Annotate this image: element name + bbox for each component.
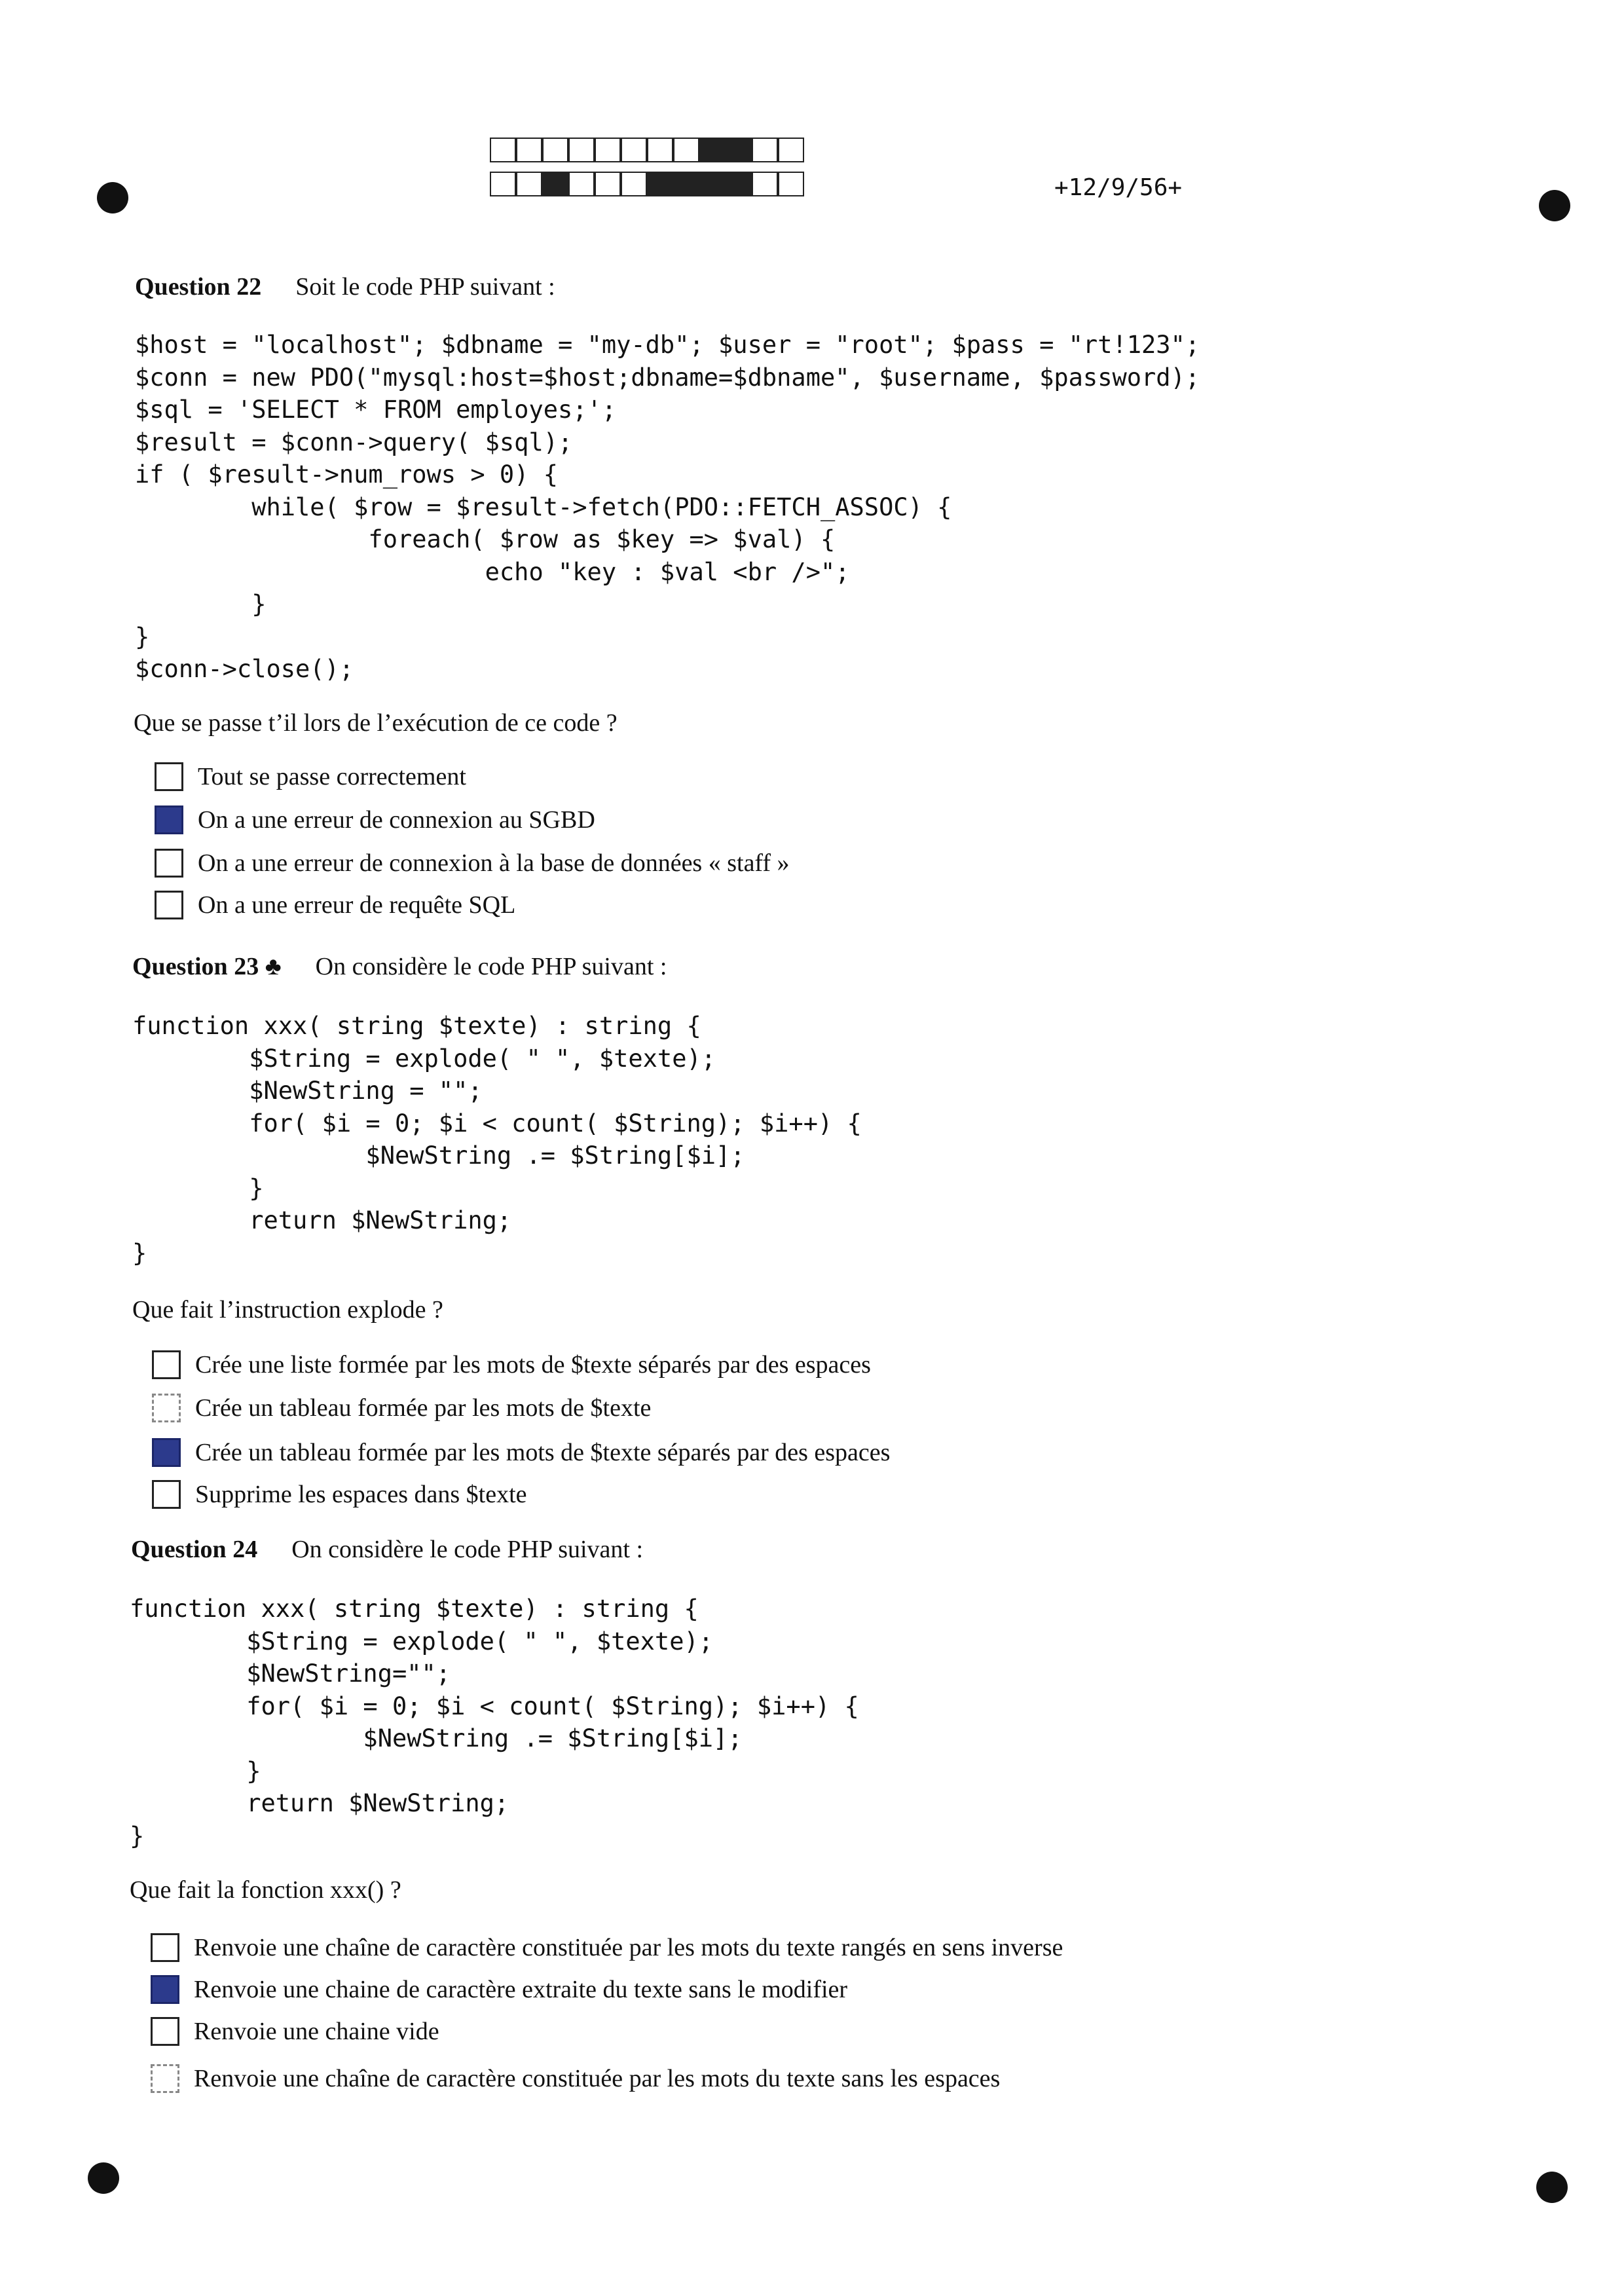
id-code-cell: [778, 172, 804, 196]
id-code-cell: [647, 138, 673, 162]
q22-option-2[interactable]: [155, 800, 595, 840]
checkbox[interactable]: [155, 805, 183, 834]
question-22-header: [135, 272, 555, 301]
question-number: Question 22: [135, 273, 262, 301]
id-code-cell: [542, 172, 568, 196]
id-code-cell: [673, 172, 699, 196]
id-code-cell: [621, 172, 647, 196]
corner-mark-top-right: [1539, 190, 1570, 221]
question-intro: On considère le code PHP suivant :: [315, 953, 667, 980]
question-number: Question 23 ♣: [132, 953, 282, 980]
corner-mark-top-left: [97, 182, 128, 213]
id-code-cell: [699, 172, 726, 196]
question-intro: Soit le code PHP suivant :: [295, 273, 555, 301]
q23-option-2[interactable]: [152, 1388, 651, 1428]
question-24-code: function xxx( string $texte) : string { $String = explode( " ", $texte); $NewString=""; for( $i = 0; $i < count( $String); $i++) { $NewString .= $String[$i]; } return $NewString; }: [130, 1595, 859, 1850]
option-label: Renvoie une chaîne de caractère constituée par les mots du texte sans les espaces: [194, 2065, 1001, 2092]
id-code-cell: [778, 138, 804, 162]
id-code-row-2: [490, 172, 804, 196]
q22-option-1[interactable]: [155, 757, 466, 796]
id-code-cell: [595, 138, 621, 162]
question-number: Question 24: [131, 1536, 258, 1563]
checkbox[interactable]: [155, 762, 183, 791]
option-label: Tout se passe correctement: [198, 763, 466, 790]
id-code-cell: [752, 138, 778, 162]
option-label: Renvoie une chaine de caractère extraite du texte sans le modifier: [194, 1976, 848, 2003]
id-code-row-1: [490, 138, 804, 162]
checkbox[interactable]: [151, 2064, 179, 2093]
option-label: On a une erreur de connexion au SGBD: [198, 806, 595, 834]
option-label: Supprime les espaces dans $texte: [195, 1481, 527, 1508]
id-code-cell: [595, 172, 621, 196]
option-label: On a une erreur de requête SQL: [198, 891, 516, 919]
q23-option-1[interactable]: [152, 1345, 871, 1384]
q22-option-3[interactable]: [155, 843, 790, 883]
corner-mark-bottom-left: [88, 2162, 119, 2194]
id-code-cell: [621, 138, 647, 162]
q24-option-3[interactable]: [151, 2012, 439, 2051]
id-code-cell: [647, 172, 673, 196]
q23-option-4[interactable]: [152, 1475, 527, 1514]
id-code-cell: [673, 138, 699, 162]
option-label: Crée une liste formée par les mots de $texte séparés par des espaces: [195, 1351, 871, 1379]
q23-option-3[interactable]: [152, 1433, 890, 1472]
option-label: On a une erreur de connexion à la base de données « staff »: [198, 849, 790, 877]
q22-option-4[interactable]: [155, 885, 515, 925]
id-code-cell: [726, 138, 752, 162]
checkbox[interactable]: [155, 891, 183, 919]
id-code-cell: [752, 172, 778, 196]
option-label: Renvoie une chaine vide: [194, 2018, 439, 2045]
option-label: Renvoie une chaîne de caractère constituée par les mots du texte rangés en sens inverse: [194, 1934, 1063, 1961]
id-code-cell: [490, 138, 516, 162]
option-label: Crée un tableau formée par les mots de $texte: [195, 1394, 652, 1422]
question-22-code: $host = "localhost"; $dbname = "my-db"; $user = "root"; $pass = "rt!123"; $conn = new PDO("mysql:host=$host;dbname=$dbname", $username, $password); $sql = 'SELECT * FROM employes;'; $result = $conn->query( $sql); if ( $result->num_rows > 0) { while( $row = $result->fetch(PDO::FETCH_ASSOC) { foreach( $row as $key => $val) { echo "key : $val <br />"; } } $conn->close();: [135, 331, 1200, 683]
checkbox[interactable]: [152, 1350, 181, 1379]
corner-mark-bottom-right: [1536, 2172, 1568, 2203]
question-23-prompt: Que fait l’instruction explode ?: [132, 1296, 443, 1324]
question-24-prompt: Que fait la fonction xxx() ?: [130, 1876, 401, 1904]
id-code-cell: [490, 172, 516, 196]
question-23-code: function xxx( string $texte) : string { $String = explode( " ", $texte); $NewString = ""; for( $i = 0; $i < count( $String); $i++) { $NewString .= $String[$i]; } return $NewString; }: [132, 1012, 862, 1267]
id-code-cell: [568, 172, 595, 196]
question-22-prompt: Que se passe t’il lors de l’exécution de ce code ?: [134, 709, 618, 737]
checkbox[interactable]: [151, 1975, 179, 2004]
q24-option-2[interactable]: [151, 1970, 847, 2009]
question-23-header: [132, 952, 667, 981]
checkbox[interactable]: [152, 1480, 181, 1509]
id-code-cell: [516, 172, 542, 196]
checkbox[interactable]: [151, 1933, 179, 1962]
checkbox[interactable]: [155, 849, 183, 878]
question-intro: On considère le code PHP suivant :: [291, 1536, 644, 1563]
id-code-cell: [516, 138, 542, 162]
id-code-cell: [699, 138, 726, 162]
checkbox[interactable]: [152, 1438, 181, 1467]
page-id: +12/9/56+: [1054, 174, 1183, 201]
id-code-cell: [542, 138, 568, 162]
id-code-cell: [726, 172, 752, 196]
checkbox[interactable]: [151, 2017, 179, 2046]
checkbox[interactable]: [152, 1394, 181, 1422]
q24-option-1[interactable]: [151, 1928, 1063, 1967]
option-label: Crée un tableau formée par les mots de $texte séparés par des espaces: [195, 1439, 891, 1466]
question-24-header: [131, 1535, 643, 1564]
q24-option-4[interactable]: [151, 2059, 1000, 2098]
id-code-cell: [568, 138, 595, 162]
